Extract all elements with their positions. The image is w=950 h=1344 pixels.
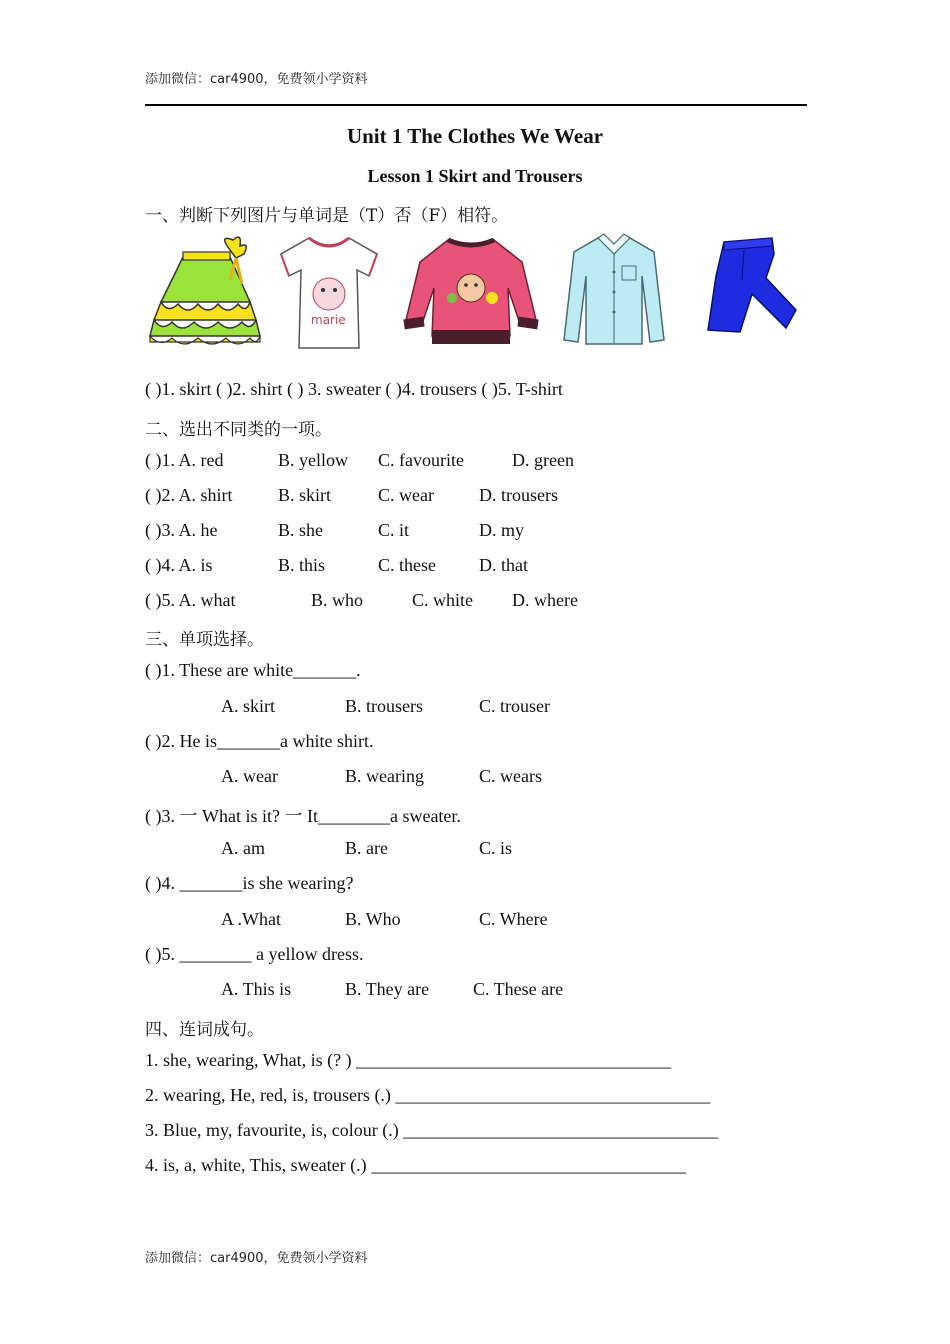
option-a: A. skirt: [221, 696, 275, 716]
option-c: C. these: [378, 555, 436, 575]
option-b: B. They are: [345, 979, 430, 999]
section3-question-2: ( )2. He is_______a white shirt.: [145, 731, 374, 751]
option-c: C. it: [378, 520, 410, 540]
section2-item-5: [145, 590, 845, 614]
option-c: C. trouser: [479, 696, 550, 716]
option-c: C. wear: [378, 485, 434, 505]
section1-answer-line: ( )1. skirt ( )2. shirt ( ) 3. sweater ( )4. trousers ( )5. T-shirt: [145, 379, 563, 399]
section2-heading: 二、选出不同类的一项。: [145, 420, 332, 440]
svg-text:marie: marie: [311, 313, 346, 327]
option-b: B. skirt: [278, 485, 332, 505]
section3-question-1: ( )1. These are white_______.: [145, 660, 361, 680]
section4-item-1: 1. she, wearing, What, is (? ) ___________________________________: [145, 1050, 672, 1070]
option-d: D. that: [479, 555, 528, 575]
footer-note: 添加微信：car4900，免费领小学资料: [145, 1251, 368, 1266]
lesson-subtitle: Lesson 1 Skirt and Trousers: [367, 166, 583, 186]
option-c: C. white: [412, 590, 473, 610]
option-d: D. where: [512, 590, 578, 610]
section3-options-5: [145, 979, 845, 1003]
option-c: C. favourite: [378, 450, 464, 470]
shirt-picture: [562, 232, 667, 352]
option-d: D. green: [512, 450, 574, 470]
section3-question-3: ( )3. 一 What is it? 一 It________a sweater.: [145, 806, 461, 826]
option-b: B. wearing: [345, 766, 424, 786]
worksheet-title: Unit 1 The Clothes We Wear: [346, 124, 604, 148]
trousers-picture: [700, 232, 800, 352]
t-shirt-picture: [277, 232, 382, 352]
sweater-picture: [400, 232, 542, 352]
section3-question-5: ( )5. ________ a yellow dress.: [145, 944, 364, 964]
item-number: ( )4. A. is: [145, 555, 213, 575]
section4-item-4: 4. is, a, white, This, sweater (.) ___________________________________: [145, 1155, 687, 1175]
option-a: A. am: [221, 838, 265, 858]
section2-item-2: [145, 485, 845, 509]
option-c: C. is: [479, 838, 513, 858]
section3-options-4: [145, 909, 845, 933]
option-c: C. These are: [473, 979, 564, 999]
option-d: D. trousers: [479, 485, 558, 505]
section2-item-1: [145, 450, 845, 474]
section3-options-1: [145, 696, 845, 720]
section3-question-4: ( )4. _______is she wearing?: [145, 873, 354, 893]
item-number: ( )2. A. shirt: [145, 485, 233, 505]
option-b: B. are: [345, 838, 388, 858]
option-a: A. This is: [221, 979, 292, 999]
item-number: ( )5. A. what: [145, 590, 236, 610]
section2-item-3: [145, 520, 845, 544]
option-b: B. trousers: [345, 696, 423, 716]
item-number: ( )1. A. red: [145, 450, 224, 470]
section4-item-2: 2. wearing, He, red, is, trousers (.) ___________________________________: [145, 1085, 711, 1105]
option-a: A. wear: [221, 766, 278, 786]
section1-heading: 一、判断下列图片与单词是（T）否（F）相符。: [145, 206, 509, 226]
option-a: A .What: [221, 909, 281, 929]
option-b: B. she: [278, 520, 323, 540]
skirt-picture: [138, 232, 273, 352]
option-b: B. yellow: [278, 450, 348, 470]
section2-item-4: [145, 555, 845, 579]
option-c: C. Where: [479, 909, 548, 929]
section3-heading: 三、单项选择。: [145, 630, 264, 650]
option-d: D. my: [479, 520, 524, 540]
option-b: B. who: [311, 590, 364, 610]
section4-heading: 四、连词成句。: [145, 1020, 264, 1040]
header-note: 添加微信：car4900，免费领小学资料: [145, 72, 368, 87]
item-number: ( )3. A. he: [145, 520, 218, 540]
header-rule: [145, 104, 807, 106]
option-c: C. wears: [479, 766, 542, 786]
option-b: B. Who: [345, 909, 401, 929]
section4-item-3: 3. Blue, my, favourite, is, colour (.) ___________________________________: [145, 1120, 719, 1140]
section3-options-3: [145, 838, 845, 862]
option-b: B. this: [278, 555, 326, 575]
section3-options-2: [145, 766, 845, 790]
